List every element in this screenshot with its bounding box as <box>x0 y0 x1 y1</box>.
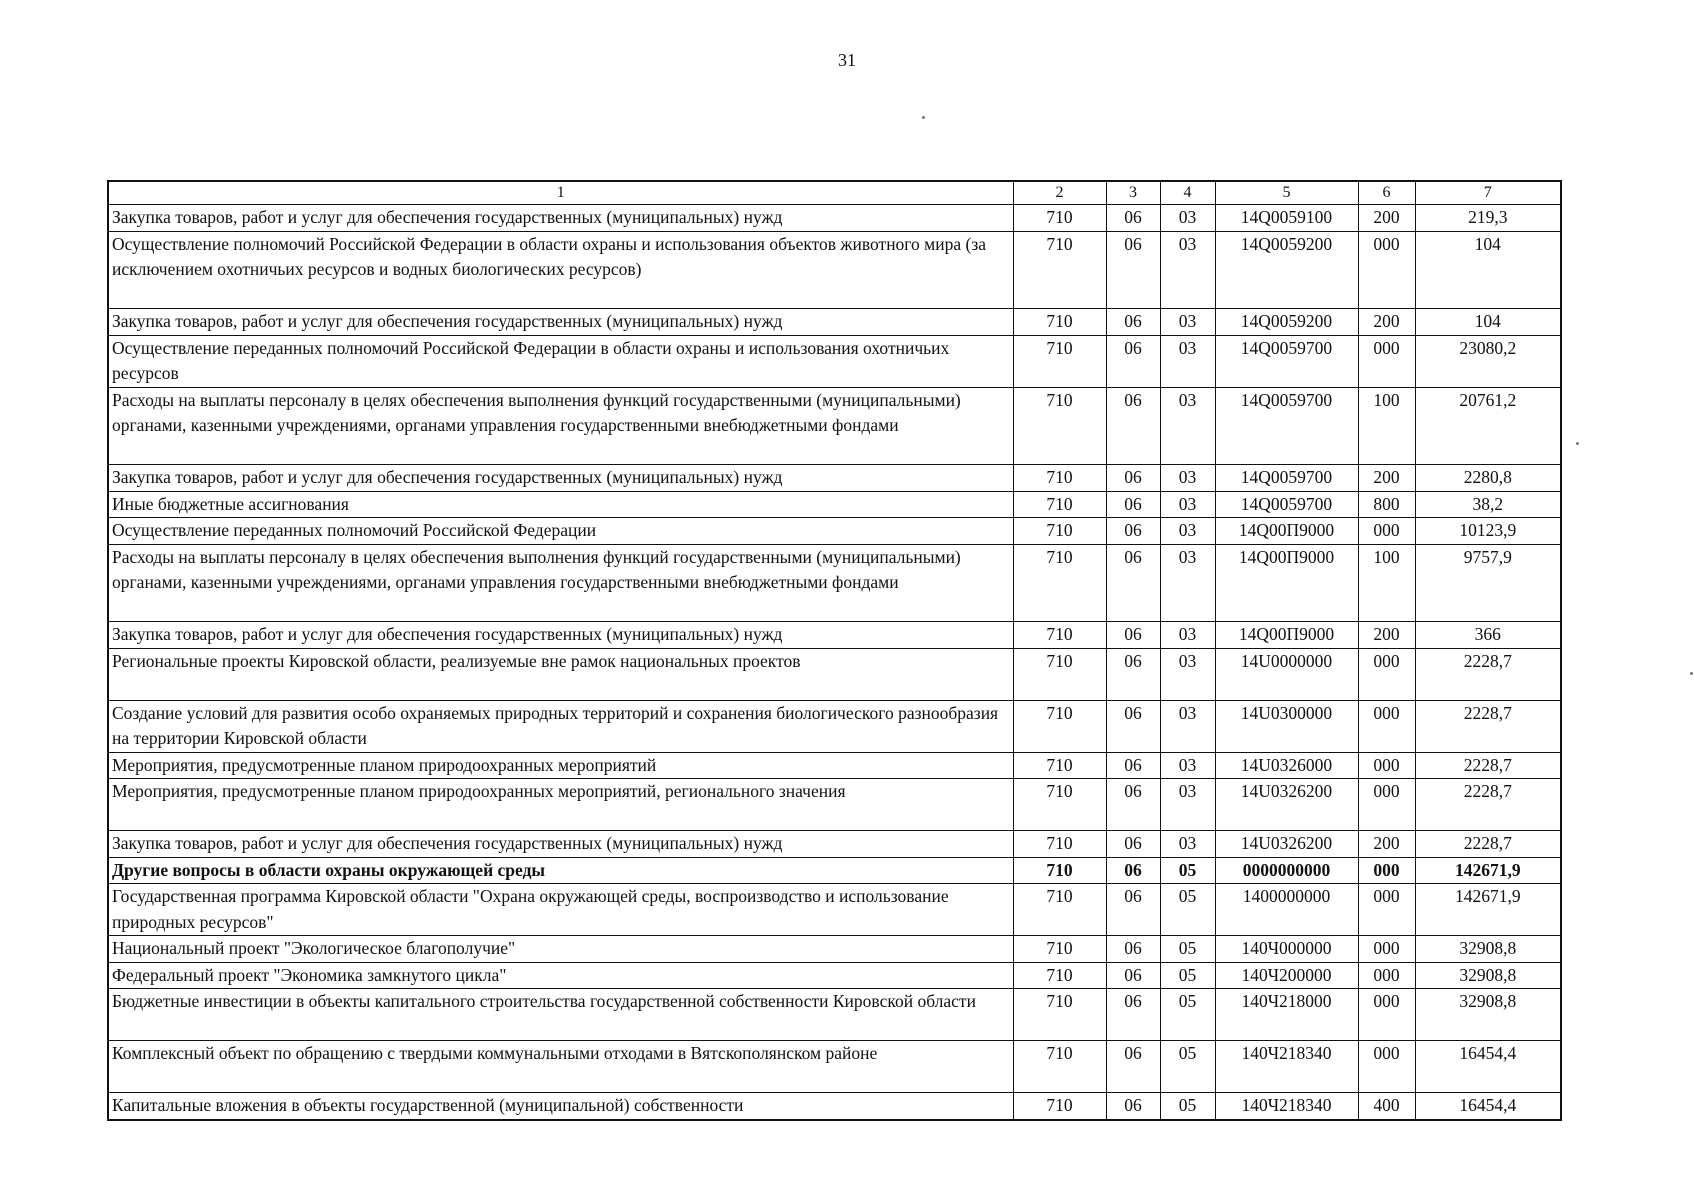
row-code-admin: 710 <box>1013 648 1106 700</box>
row-amount: 2228,7 <box>1415 700 1561 752</box>
row-code-section: 06 <box>1106 1093 1160 1120</box>
row-code-section: 06 <box>1106 989 1160 1041</box>
row-code-type: 000 <box>1358 857 1415 884</box>
row-code-subsection: 03 <box>1160 648 1215 700</box>
row-code-section: 06 <box>1106 857 1160 884</box>
row-amount: 142671,9 <box>1415 857 1561 884</box>
table-row <box>108 857 1561 884</box>
row-name: Мероприятия, предусмотренные планом природоохранных мероприятий, регионального значения <box>108 779 1013 831</box>
row-code-section: 06 <box>1106 752 1160 779</box>
row-code-subsection: 03 <box>1160 622 1215 649</box>
row-code-subsection: 03 <box>1160 335 1215 387</box>
row-amount: 23080,2 <box>1415 335 1561 387</box>
row-code-section: 06 <box>1106 936 1160 963</box>
row-name: Государственная программа Кировской области "Охрана окружающей среды, воспроизводство и использование природных ресурсов" <box>108 884 1013 936</box>
row-code-admin: 710 <box>1013 989 1106 1041</box>
row-code-section: 06 <box>1106 648 1160 700</box>
row-code-subsection: 03 <box>1160 518 1215 545</box>
row-name: Федеральный проект "Экономика замкнутого цикла" <box>108 962 1013 989</box>
row-name: Комплексный объект по обращению с твердыми коммунальными отходами в Вятскополянском районе <box>108 1041 1013 1093</box>
row-code-subsection: 05 <box>1160 936 1215 963</box>
row-name: Расходы на выплаты персоналу в целях обеспечения выполнения функций государственными (муниципальными) органами, казенными учреждениями, органами управления государственными внебюджетными фондами <box>108 387 1013 465</box>
row-code-target: 14Q0059700 <box>1215 387 1358 465</box>
table-row <box>108 231 1561 309</box>
row-name: Закупка товаров, работ и услуг для обеспечения государственных (муниципальных) нужд <box>108 622 1013 649</box>
row-name: Бюджетные инвестиции в объекты капитального строительства государственной собственности Кировской области <box>108 989 1013 1041</box>
row-code-target: 14Q0059700 <box>1215 491 1358 518</box>
row-code-target: 14Q00П9000 <box>1215 544 1358 622</box>
column-header: 1 <box>108 181 1013 205</box>
row-code-admin: 710 <box>1013 335 1106 387</box>
row-code-target: 140Ч200000 <box>1215 962 1358 989</box>
row-code-subsection: 05 <box>1160 989 1215 1041</box>
row-code-section: 06 <box>1106 831 1160 858</box>
row-code-subsection: 05 <box>1160 962 1215 989</box>
row-name: Закупка товаров, работ и услуг для обеспечения государственных (муниципальных) нужд <box>108 309 1013 336</box>
row-amount: 142671,9 <box>1415 884 1561 936</box>
row-code-admin: 710 <box>1013 622 1106 649</box>
row-code-target: 0000000000 <box>1215 857 1358 884</box>
row-code-admin: 710 <box>1013 1041 1106 1093</box>
row-code-section: 06 <box>1106 700 1160 752</box>
row-code-admin: 710 <box>1013 1093 1106 1120</box>
row-name: Региональные проекты Кировской области, реализуемые вне рамок национальных проектов <box>108 648 1013 700</box>
row-name: Закупка товаров, работ и услуг для обеспечения государственных (муниципальных) нужд <box>108 465 1013 492</box>
row-code-target: 14Q0059700 <box>1215 335 1358 387</box>
row-name: Расходы на выплаты персоналу в целях обеспечения выполнения функций государственными (муниципальными) органами, казенными учреждениями, органами управления государственными внебюджетными фондами <box>108 544 1013 622</box>
table-row <box>108 884 1561 936</box>
row-code-section: 06 <box>1106 884 1160 936</box>
row-code-subsection: 03 <box>1160 205 1215 232</box>
row-code-subsection: 03 <box>1160 491 1215 518</box>
row-amount: 32908,8 <box>1415 936 1561 963</box>
row-code-type: 200 <box>1358 831 1415 858</box>
row-name: Закупка товаров, работ и услуг для обеспечения государственных (муниципальных) нужд <box>108 831 1013 858</box>
row-code-type: 000 <box>1358 989 1415 1041</box>
row-name: Закупка товаров, работ и услуг для обеспечения государственных (муниципальных) нужд <box>108 205 1013 232</box>
row-code-target: 140Ч218000 <box>1215 989 1358 1041</box>
table-header-row <box>108 181 1561 205</box>
row-code-target: 14Q0059200 <box>1215 309 1358 336</box>
row-code-target: 14U0300000 <box>1215 700 1358 752</box>
row-name: Иные бюджетные ассигнования <box>108 491 1013 518</box>
row-code-type: 000 <box>1358 518 1415 545</box>
row-code-target: 1400000000 <box>1215 884 1358 936</box>
table-row <box>108 205 1561 232</box>
row-amount: 9757,9 <box>1415 544 1561 622</box>
row-amount: 16454,4 <box>1415 1041 1561 1093</box>
row-code-subsection: 03 <box>1160 231 1215 309</box>
row-code-type: 000 <box>1358 648 1415 700</box>
row-amount: 2228,7 <box>1415 648 1561 700</box>
row-code-type: 200 <box>1358 309 1415 336</box>
row-code-subsection: 03 <box>1160 387 1215 465</box>
row-code-target: 14Q0059700 <box>1215 465 1358 492</box>
row-code-type: 000 <box>1358 884 1415 936</box>
row-name: Другие вопросы в области охраны окружающей среды <box>108 857 1013 884</box>
row-code-admin: 710 <box>1013 752 1106 779</box>
row-code-type: 400 <box>1358 1093 1415 1120</box>
row-code-admin: 710 <box>1013 387 1106 465</box>
table-row <box>108 544 1561 622</box>
row-code-section: 06 <box>1106 205 1160 232</box>
row-code-section: 06 <box>1106 335 1160 387</box>
row-code-type: 000 <box>1358 962 1415 989</box>
table-row <box>108 700 1561 752</box>
row-code-type: 200 <box>1358 465 1415 492</box>
table-row <box>108 1041 1561 1093</box>
row-code-type: 000 <box>1358 335 1415 387</box>
row-amount: 16454,4 <box>1415 1093 1561 1120</box>
row-code-subsection: 03 <box>1160 752 1215 779</box>
row-amount: 32908,8 <box>1415 962 1561 989</box>
row-code-type: 000 <box>1358 231 1415 309</box>
row-code-subsection: 03 <box>1160 465 1215 492</box>
row-code-type: 100 <box>1358 544 1415 622</box>
column-header: 7 <box>1415 181 1561 205</box>
row-amount: 366 <box>1415 622 1561 649</box>
row-code-section: 06 <box>1106 491 1160 518</box>
row-name: Осуществление полномочий Российской Федерации в области охраны и использования объектов животного мира (за исключением охотничьих ресурсов и водных биологических ресурсов) <box>108 231 1013 309</box>
row-amount: 2228,7 <box>1415 752 1561 779</box>
row-code-admin: 710 <box>1013 962 1106 989</box>
table-row <box>108 779 1561 831</box>
row-code-type: 000 <box>1358 700 1415 752</box>
row-amount: 2280,8 <box>1415 465 1561 492</box>
column-header: 4 <box>1160 181 1215 205</box>
row-code-subsection: 03 <box>1160 700 1215 752</box>
column-header: 5 <box>1215 181 1358 205</box>
row-code-target: 140Ч000000 <box>1215 936 1358 963</box>
row-code-admin: 710 <box>1013 544 1106 622</box>
row-code-target: 14U0326200 <box>1215 831 1358 858</box>
row-code-section: 06 <box>1106 1041 1160 1093</box>
row-code-subsection: 05 <box>1160 1041 1215 1093</box>
row-code-section: 06 <box>1106 518 1160 545</box>
table-row <box>108 465 1561 492</box>
row-code-section: 06 <box>1106 309 1160 336</box>
row-code-target: 14U0326000 <box>1215 752 1358 779</box>
row-code-admin: 710 <box>1013 205 1106 232</box>
row-amount: 10123,9 <box>1415 518 1561 545</box>
column-header: 3 <box>1106 181 1160 205</box>
table-row <box>108 831 1561 858</box>
row-code-target: 14Q0059200 <box>1215 231 1358 309</box>
row-code-subsection: 03 <box>1160 309 1215 336</box>
row-code-target: 14U0326200 <box>1215 779 1358 831</box>
row-code-admin: 710 <box>1013 700 1106 752</box>
row-code-subsection: 03 <box>1160 544 1215 622</box>
row-code-type: 800 <box>1358 491 1415 518</box>
row-code-admin: 710 <box>1013 518 1106 545</box>
budget-table <box>107 180 1562 1121</box>
row-code-admin: 710 <box>1013 465 1106 492</box>
table-row <box>108 936 1561 963</box>
row-code-section: 06 <box>1106 779 1160 831</box>
row-code-section: 06 <box>1106 465 1160 492</box>
table-row <box>108 335 1561 387</box>
row-code-subsection: 05 <box>1160 857 1215 884</box>
row-amount: 104 <box>1415 309 1561 336</box>
table-row <box>108 648 1561 700</box>
row-name: Мероприятия, предусмотренные планом природоохранных мероприятий <box>108 752 1013 779</box>
row-name: Создание условий для развития особо охраняемых природных территорий и сохранения биологического разнообразия на территории Кировской области <box>108 700 1013 752</box>
table-row <box>108 1093 1561 1120</box>
scan-speck <box>922 116 925 119</box>
row-code-subsection: 05 <box>1160 1093 1215 1120</box>
page-number: 31 <box>838 50 856 70</box>
table-row <box>108 309 1561 336</box>
row-code-admin: 710 <box>1013 491 1106 518</box>
row-code-target: 14Q00П9000 <box>1215 518 1358 545</box>
row-code-target: 140Ч218340 <box>1215 1093 1358 1120</box>
row-code-type: 000 <box>1358 1041 1415 1093</box>
table-row <box>108 518 1561 545</box>
row-code-type: 100 <box>1358 387 1415 465</box>
row-code-section: 06 <box>1106 962 1160 989</box>
row-code-admin: 710 <box>1013 309 1106 336</box>
row-amount: 104 <box>1415 231 1561 309</box>
row-code-subsection: 05 <box>1160 884 1215 936</box>
scan-speck <box>1690 672 1693 675</box>
row-amount: 2228,7 <box>1415 779 1561 831</box>
table-row <box>108 622 1561 649</box>
row-amount: 38,2 <box>1415 491 1561 518</box>
table-row <box>108 491 1561 518</box>
row-code-type: 200 <box>1358 205 1415 232</box>
row-code-section: 06 <box>1106 622 1160 649</box>
row-amount: 219,3 <box>1415 205 1561 232</box>
row-name: Осуществление переданных полномочий Российской Федерации в области охраны и использования охотничьих ресурсов <box>108 335 1013 387</box>
row-code-type: 000 <box>1358 752 1415 779</box>
row-code-target: 14Q00П9000 <box>1215 622 1358 649</box>
row-code-type: 200 <box>1358 622 1415 649</box>
row-name: Капитальные вложения в объекты государственной (муниципальной) собственности <box>108 1093 1013 1120</box>
row-code-section: 06 <box>1106 544 1160 622</box>
column-header: 2 <box>1013 181 1106 205</box>
row-code-subsection: 03 <box>1160 831 1215 858</box>
row-name: Осуществление переданных полномочий Российской Федерации <box>108 518 1013 545</box>
table-row <box>108 962 1561 989</box>
row-name: Национальный проект "Экологическое благополучие" <box>108 936 1013 963</box>
row-code-target: 14U0000000 <box>1215 648 1358 700</box>
row-code-admin: 710 <box>1013 779 1106 831</box>
column-header: 6 <box>1358 181 1415 205</box>
row-code-admin: 710 <box>1013 936 1106 963</box>
row-code-admin: 710 <box>1013 857 1106 884</box>
row-amount: 20761,2 <box>1415 387 1561 465</box>
row-code-target: 14Q0059100 <box>1215 205 1358 232</box>
row-code-type: 000 <box>1358 779 1415 831</box>
row-code-subsection: 03 <box>1160 779 1215 831</box>
table-row <box>108 752 1561 779</box>
scan-speck <box>1576 442 1579 445</box>
table-row <box>108 387 1561 465</box>
row-code-admin: 710 <box>1013 831 1106 858</box>
row-code-admin: 710 <box>1013 231 1106 309</box>
row-amount: 2228,7 <box>1415 831 1561 858</box>
table-row <box>108 989 1561 1041</box>
row-code-type: 000 <box>1358 936 1415 963</box>
row-code-admin: 710 <box>1013 884 1106 936</box>
row-code-target: 140Ч218340 <box>1215 1041 1358 1093</box>
row-code-section: 06 <box>1106 231 1160 309</box>
row-code-section: 06 <box>1106 387 1160 465</box>
row-amount: 32908,8 <box>1415 989 1561 1041</box>
